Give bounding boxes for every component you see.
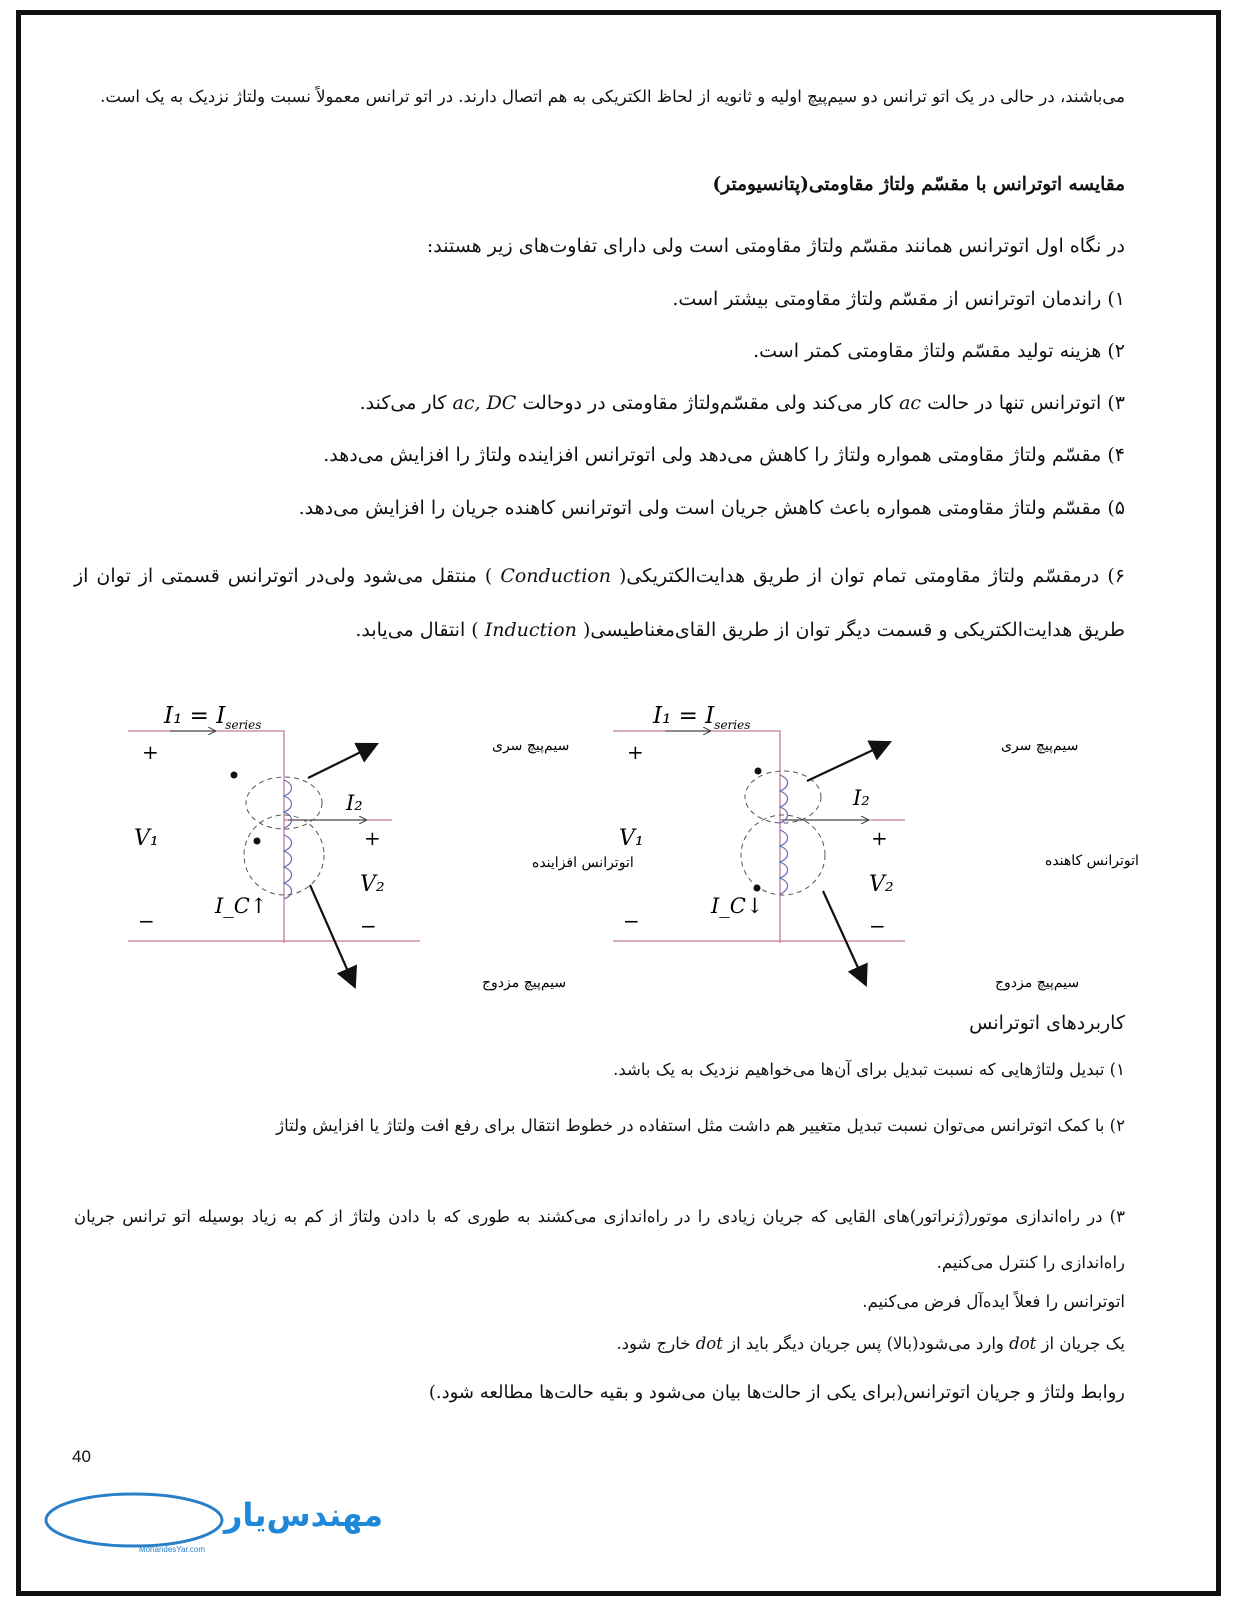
v1-label: V₁ — [134, 826, 159, 851]
v2-label: V₂ — [360, 872, 385, 897]
dot-term: dot — [695, 1334, 723, 1353]
polarity-dot — [755, 768, 762, 775]
v2-minus-sign: − — [869, 914, 886, 938]
voltage-current-relations: روابط ولتاژ و جریان اتوترانس(برای یکی از حالت‌ها بیان می‌شود و بقیه حالت‌ها مطالعه شود.) — [428, 1382, 1125, 1403]
dot-term: dot — [1009, 1334, 1037, 1353]
v2-minus-sign: − — [360, 914, 377, 938]
intro-line-1: می‌باشند، در حالی در یک اتو ترانس دو سیم‌پیچ اولیه و ثانویه از لحاظ الکتریکی به هم اتصال دارند. در اتو ترانس معمولاً — [316, 87, 1125, 106]
page-number: 40 — [72, 1447, 91, 1466]
series-coil-pointer-arrow — [807, 743, 888, 781]
comparison-item-1: ۱) راندمان اتوترانس از مقسّم ولتاژ مقاومتی بیشتر است. — [672, 288, 1125, 310]
v1-minus-sign: − — [138, 909, 155, 933]
common-coil-pointer-arrow — [823, 891, 865, 983]
common-coil-label: سیم‌پیچ مزدوج — [482, 975, 567, 991]
application-item-2: ۲) با کمک اتوترانس می‌توان نسبت تبدیل متغییر هم داشت مثل استفاده در خطوط انتقال برای رفع افت ولتاژ یا افزایش ولتاژ — [276, 1116, 1125, 1135]
v2-plus-sign: + — [364, 826, 381, 850]
section-heading-applications: کاربردهای اتوترانس — [969, 1012, 1125, 1034]
comparison-lead: در نگاه اول اتوترانس همانند مقسّم ولتاژ مقاومتی است ولی دارای تفاوت‌های زیر هستند: — [426, 235, 1125, 257]
comparison-item-4: ۴) مقسّم ولتاژ مقاومتی همواره ولتاژ را کاهش می‌دهد ولی اتوترانس افزاینده ولتاژ را افزایش می‌دهد. — [323, 444, 1125, 466]
ac-term: ac — [899, 392, 922, 414]
common-coil-pointer-arrow — [310, 885, 354, 985]
v2-label: V₂ — [869, 872, 894, 897]
polarity-dot — [754, 885, 761, 892]
v1-plus-sign: + — [627, 740, 644, 764]
polarity-dot — [231, 772, 238, 779]
comparison-item-5: ۵) مقسّم ولتاژ مقاومتی همواره باعث کاهش جریان است ولی اتوترانس کاهنده جریان را افزایش می‌دهد. — [298, 497, 1125, 519]
logo-url: MohandesYar.com — [138, 1545, 206, 1554]
comparison-item-2: ۲) هزینه تولید مقسّم ولتاژ مقاومتی کمتر است. — [753, 340, 1125, 362]
step-down-autotransformer-diagram — [605, 695, 1139, 1005]
winding-coil — [284, 780, 292, 899]
dot-convention: یک جریان از dot وارد می‌شود(بالا) پس جریان دیگر باید از dot خارج شود. — [616, 1334, 1125, 1353]
application-item-3: ۳) در راه‌اندازی موتور(ژنراتور)های القایی که جریان زیادی را در راه‌اندازی می‌کشند به طوری که با دادن ولتاژ از کم به زیاد بوسیله اتو ترانس جریان راه‌اندازی را کنترل می‌کنیم. — [74, 1207, 1125, 1272]
intro-paragraph — [74, 80, 1125, 113]
common-coil-boundary — [741, 815, 825, 895]
induction-term: Induction — [484, 619, 577, 641]
intro-line-2: نسبت ولتاژ نزدیک به یک است. — [100, 87, 311, 106]
ac-dc-term: ac, DC — [452, 392, 517, 414]
polarity-dot — [254, 838, 261, 845]
v2-plus-sign: + — [871, 826, 888, 850]
winding-coil — [780, 775, 788, 894]
site-logo — [42, 1468, 384, 1556]
step-down-label: اتوترانس کاهنده — [1045, 853, 1139, 869]
ic-label: I_C↑ — [215, 894, 268, 918]
i2-label: I₂ — [346, 791, 363, 815]
step-up-label: اتوترانس افزاینده — [532, 855, 634, 871]
i1-label: $I_1 = I_{series}$ — [164, 703, 262, 732]
ic-label: I_C↓ — [711, 894, 764, 918]
ideal-assumption: اتوترانس را فعلاً ایده‌آل فرض می‌کنیم. — [862, 1292, 1125, 1311]
series-coil-pointer-arrow — [308, 745, 375, 778]
application-item-1: ۱) تبدیل ولتاژهایی که نسبت تبدیل برای آن‌ها می‌خواهیم نزدیک به یک باشد. — [613, 1060, 1125, 1079]
series-coil-label: سیم‌پیچ سری — [1001, 738, 1079, 754]
comparison-item-6: ۶) درمقسّم ولتاژ مقاومتی تمام توان از طریق هدایت‌الکتریکی( Conduction ) منتقل می‌شود ولی‌در اتوترانس قسمتی از توان از طریق هدایت‌الکتریکی و قسمت دیگر توان از طریق القای‌مغناطیسی( Induction ) انتقال می‌یابد. — [74, 565, 1125, 641]
conduction-term: Conduction — [500, 565, 611, 587]
logo-swoosh — [46, 1494, 222, 1546]
logo-text: مهندس‌یار — [224, 1496, 384, 1534]
v1-plus-sign: + — [142, 740, 159, 764]
series-coil-label: سیم‌پیچ سری — [492, 738, 570, 754]
v1-label: V₁ — [619, 826, 644, 851]
section-heading-comparison: مقایسه اتوترانس با مقسّم ولتاژ مقاومتی(پتانسیومتر) — [712, 174, 1125, 195]
v1-minus-sign: − — [623, 909, 640, 933]
i1-label: $I_1 = I_{series}$ — [653, 703, 751, 732]
step-up-autotransformer-diagram — [120, 695, 634, 1005]
i2-label: I₂ — [853, 786, 870, 810]
comparison-item-3: ۳) اتوترانس تنها در حالت ac کار می‌کند ولی مقسّم‌ولتاژ مقاومتی در دوحالت ac, DC کار می‌کند. — [359, 392, 1125, 414]
common-coil-label: سیم‌پیچ مزدوج — [995, 975, 1080, 991]
